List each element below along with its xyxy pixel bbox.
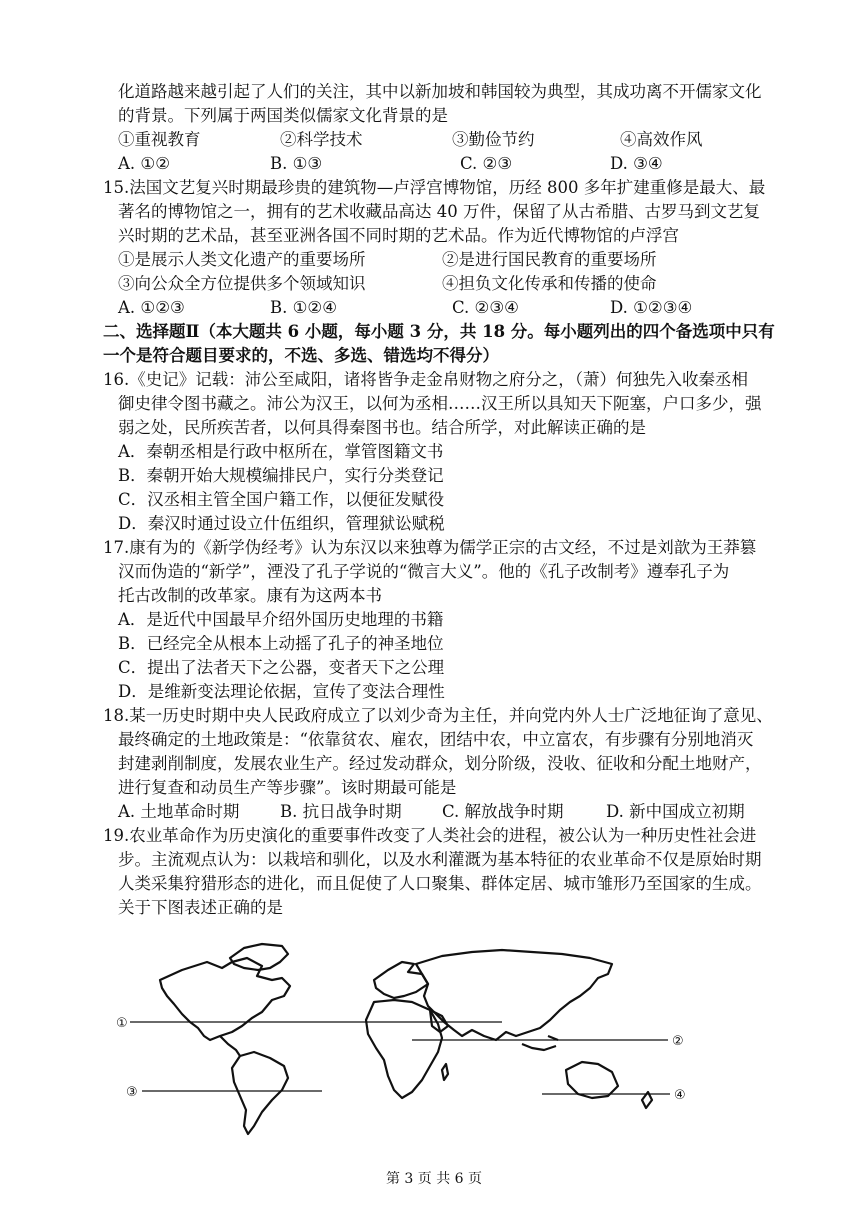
q14-line-1: 化道路越来越引起了人们的关注，其中以新加坡和韩国较为典型，其成功离不开儒家文化 xyxy=(118,82,762,101)
q15-items-row-2 xyxy=(118,272,758,296)
q15-item-2: ②是进行国民教育的重要场所 xyxy=(442,250,657,269)
q19-line-2: 步。主流观点认为：以栽培和驯化，以及水利灌溉为基本特征的农业革命不仅是原始时期 xyxy=(118,850,762,869)
greenland-outline xyxy=(230,944,288,970)
q15-choice-a: A. ①②③ xyxy=(118,298,185,317)
q18-line-4: 进行复查和动员生产等步骤”。该时期最可能是 xyxy=(118,778,457,797)
q18-line-3: 封建剥削制度，发展农业生产。经过发动群众，划分阶级，没收、征收和分配土地财产， xyxy=(118,754,762,773)
q14-items xyxy=(118,128,758,152)
q18-line-2: 最终确定的土地政策是：“依靠贫农、雇农，团结中农，中立富农，有步骤有分别地消灭 xyxy=(118,730,754,749)
q16-line-2: 御史律令图书藏之。沛公为汉王，以何为丞相……汉王所以具知天下阨塞，户口多少，强 xyxy=(118,394,762,413)
q15-choice-b: B. ①②④ xyxy=(270,298,337,317)
q17-choice-a: A．是近代中国最早介绍外国历史地理的书籍 xyxy=(118,610,444,629)
map-label-3: ③ xyxy=(126,1085,138,1100)
section-2-heading-line-1: 二、选择题Ⅱ（本大题共 6 小题，每小题 3 分，共 18 分。每小题列出的四个备选项中只有 xyxy=(103,322,775,341)
europe-outline xyxy=(374,962,428,998)
q14-choice-a: A. ①② xyxy=(118,154,170,173)
q15-items-row-1 xyxy=(118,248,758,272)
q14-line-2: 的背景。下列属于两国类似儒家文化背景的是 xyxy=(118,106,448,125)
q17-line-3: 托古改制的改革家。康有为这两本书 xyxy=(118,586,382,605)
q14-choice-c: C. ②③ xyxy=(460,154,513,173)
q16-line-1: 16.《史记》记载：沛公至咸阳，诸将皆争走金帛财物之府分之，（萧）何独先入收秦丞相 xyxy=(103,370,748,389)
q18-choices xyxy=(118,800,758,824)
central-america-outline xyxy=(220,1036,240,1056)
q16-choice-c: C．汉丞相主管全国户籍工作，以便征发赋役 xyxy=(118,490,445,509)
q17-choice-c: C．提出了法者天下之公器，变者天下之公理 xyxy=(118,658,445,677)
map-label-2: ② xyxy=(672,1034,684,1049)
q18-choice-d: D. 新中国成立初期 xyxy=(606,802,745,821)
q17-choice-d: D．是维新变法理论依据，宣传了变法合理性 xyxy=(118,682,445,701)
north-america-outline xyxy=(160,958,290,1040)
q18-line-1: 18.某一历史时期中央人民政府成立了以刘少奇为主任，并向党内外人士广泛地征询了意见、 xyxy=(103,706,773,725)
q15-line-1: 15.法国文艺复兴时期最珍贵的建筑物—卢浮宫博物馆，历经 800 多年扩建重修是最大、最 xyxy=(103,178,766,197)
q16-choice-a: A．秦朝丞相是行政中枢所在，掌管图籍文书 xyxy=(118,442,444,461)
q15-choice-d: D. ①②③④ xyxy=(610,298,693,317)
world-map-figure xyxy=(112,940,712,1140)
q14-item-3: ③勤俭节约 xyxy=(452,130,535,149)
q19-line-1: 19.农业革命作为历史演化的重要事件改变了人类社会的进程，被公认为一种历史性社会进 xyxy=(103,826,757,845)
australia-outline xyxy=(566,1062,618,1098)
q17-line-2: 汉而伪造的“新学”，湮没了孔子学说的“微言大义”。他的《孔子改制考》遵奉孔子为 xyxy=(118,562,730,581)
q16-line-3: 弱之处，民所疾苦者，以何具得秦图书也。结合所学，对此解读正确的是 xyxy=(118,418,646,437)
q18-choice-a: A. 土地革命时期 xyxy=(118,802,240,821)
map-label-1: ① xyxy=(116,1016,128,1031)
q14-choice-d: D. ③④ xyxy=(610,154,663,173)
q15-line-2: 著名的博物馆之一，拥有的艺术收藏品高达 40 万件，保留了从古希腊、古罗马到文艺复 xyxy=(118,202,760,221)
q15-item-4: ④担负文化传承和传播的使命 xyxy=(442,274,657,293)
q16-choice-b: B．秦朝开始大规模编排民户，实行分类登记 xyxy=(118,466,444,485)
q15-line-3: 兴时期的艺术品，甚至亚洲各国不同时期的艺术品。作为近代博物馆的卢浮宫 xyxy=(118,226,679,245)
section-2-heading-line-2: 一个是符合题目要求的，不选、多选、错选均不得分） xyxy=(103,346,499,365)
q14-choices xyxy=(118,152,758,176)
q15-choice-c: C. ②③④ xyxy=(452,298,519,317)
q18-choice-b: B. 抗日战争时期 xyxy=(280,802,402,821)
q19-line-4: 关于下图表述正确的是 xyxy=(118,898,283,917)
q16-choice-d: D．秦汉时通过设立什伍组织，管理狱讼赋税 xyxy=(118,514,445,533)
southeast-asia-islands-outline xyxy=(522,1036,558,1050)
q17-line-1: 17.康有为的《新学伪经考》认为东汉以来独尊为儒学正宗的古文经，不过是刘歆为王莽篡 xyxy=(103,538,757,557)
q19-line-3: 人类采集狩猎形态的进化，而且促使了人口聚集、群体定居、城市雏形乃至国家的生成。 xyxy=(118,874,762,893)
south-america-outline xyxy=(232,1052,288,1134)
asia-outline xyxy=(416,950,612,1040)
q14-item-4: ④高效作风 xyxy=(620,130,703,149)
page-footer: 第 3 页 共 6 页 xyxy=(385,1171,483,1187)
q17-choice-b: B．已经完全从根本上动摇了孔子的神圣地位 xyxy=(118,634,444,653)
q14-choice-b: B. ①③ xyxy=(270,154,323,173)
q14-item-2: ②科学技术 xyxy=(280,130,363,149)
q15-choices xyxy=(118,296,758,320)
q15-item-1: ①是展示人类文化遗产的重要场所 xyxy=(118,250,366,269)
q15-item-3: ③向公众全方位提供多个领域知识 xyxy=(118,274,366,293)
q14-item-1: ①重视教育 xyxy=(118,130,201,149)
q18-choice-c: C. 解放战争时期 xyxy=(442,802,564,821)
map-label-4: ④ xyxy=(674,1088,686,1103)
madagascar-outline xyxy=(442,1064,448,1080)
